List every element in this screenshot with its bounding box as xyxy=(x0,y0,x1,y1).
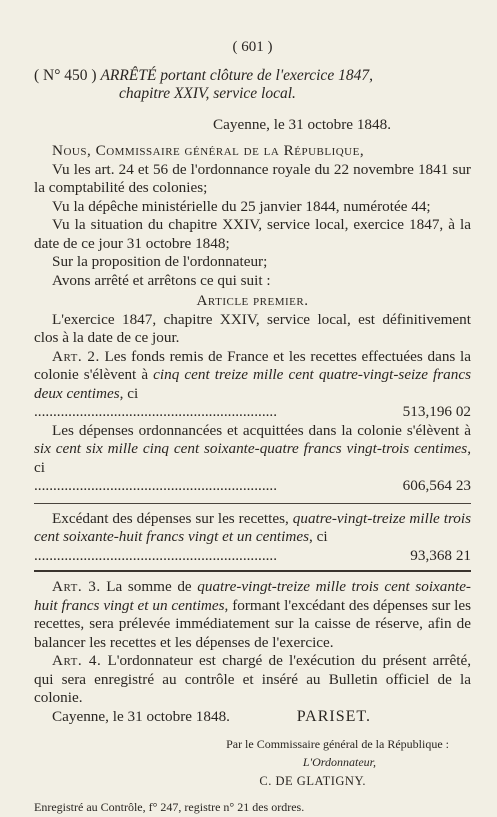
excedent-dot-leader: ................................................................ xyxy=(34,546,277,564)
depenses-amount-row xyxy=(34,477,471,496)
article2-recettes-text: Les fonds remis de France et les recettes effectuées dans la colonie s'élèvent à xyxy=(34,347,471,383)
preamble-avons-arrete: Avons arrêté et arrêtons ce qui suit : xyxy=(52,271,271,289)
article2-depenses-ci: , ci xyxy=(34,440,471,476)
article4-text xyxy=(34,652,471,708)
preamble-nous: Nous, Commissaire général de la République, xyxy=(52,142,365,159)
article4-label: Art. 4. xyxy=(52,652,102,669)
signature-pariset: PARISET. xyxy=(296,708,371,725)
decree-heading xyxy=(34,67,471,86)
article2-depenses xyxy=(34,422,471,478)
article2-recettes-words: cinq cent treize mille cent quatre-vingt-seize francs deux centimes xyxy=(34,366,471,402)
article1-text: L'exercice 1847, chapitre XXIV, service local, est définitivement clos à la date de ce jour. xyxy=(34,310,471,346)
section-divider-line xyxy=(34,570,471,572)
article4-body: L'ordonnateur est chargé de l'exécution du présent arrêté, qui sera enregistré au contrôle et inséré au Bulletin officiel de la colonie. xyxy=(34,652,471,706)
article3-amount-words: quatre-vingt-treize mille trois cent soixante-huit francs vingt et un centimes xyxy=(34,578,471,614)
article2-recettes xyxy=(34,348,471,404)
recettes-dot-leader: ................................................................ xyxy=(34,403,277,420)
preamble-vu-situation: Vu la situation du chapitre XXIV, service local, exercice 1847, à la date de ce jour 31 octobre 1848; xyxy=(34,216,471,252)
article3-text xyxy=(34,578,471,652)
article2-excedent xyxy=(34,510,471,547)
depenses-dot-leader: ................................................................ xyxy=(34,477,277,494)
excedent-amount-row xyxy=(34,547,471,566)
recettes-amount: 513,196 02 xyxy=(402,403,471,420)
article2-depenses-words: six cent six mille cinq cent soixante-quatre francs vingt-trois centimes xyxy=(34,440,468,457)
article2-depenses-text: Les dépenses ordonnancées et acquittées dans la colonie s'élèvent à xyxy=(52,421,471,439)
depenses-amount: 606,564 23 xyxy=(402,477,471,494)
closing-date: Cayenne, le 31 octobre 1848. xyxy=(52,707,230,725)
article3-label: Art. 3. xyxy=(52,578,101,595)
article3-text-b: , formant l'excédant des dépenses sur les recettes, sera prélevée immédiatement sur la caisse de réserve, afin de balancer les recettes et les dépenses de l'exercice. xyxy=(34,596,471,651)
preamble-sur-proposition: Sur la proposition de l'ordonnateur; xyxy=(52,253,268,270)
page-number: ( 601 ) xyxy=(232,39,273,55)
signatory-name: C. DE GLATIGNY. xyxy=(259,773,366,788)
sum-separator-line xyxy=(34,503,471,504)
ordonnateur-role: L'Ordonnateur, xyxy=(302,755,376,769)
preamble-vu-depeche: Vu la dépêche ministérielle du 25 janvier 1844, numérotée 44; xyxy=(52,197,431,215)
article3-text-a: La somme de xyxy=(100,578,198,595)
registration-footer: Enregistré au Contrôle, f° 247, registre n° 21 des ordres. xyxy=(34,800,305,814)
decree-title-part1: ARRÊTÉ portant clôture de l'exercice 1847, xyxy=(100,66,373,84)
authority-line: Par le Commissaire général de la République : xyxy=(226,736,449,751)
article2-recettes-ci: , ci xyxy=(119,384,139,402)
place-date: Cayenne, le 31 octobre 1848. xyxy=(213,115,391,133)
excedent-ci: , ci xyxy=(309,528,328,545)
excedent-text: Excédant des dépenses sur les recettes, xyxy=(52,509,293,527)
recettes-amount-row xyxy=(34,403,471,422)
preamble-vu-ordonnance: Vu les art. 24 et 56 de l'ordonnance royale du 22 novembre 1841 sur la comptabilité des colonies; xyxy=(34,160,471,196)
article2-label: Art. 2. xyxy=(52,347,100,365)
decree-number: ( N° 450 ) xyxy=(34,66,97,84)
excedent-words: quatre-vingt-treize mille trois cent soixante-huit francs vingt et un centimes xyxy=(34,509,472,545)
excedent-amount: 93,368 21 xyxy=(410,546,471,564)
decree-title-part2: chapitre XXIV, service local. xyxy=(119,85,296,102)
article1-heading: Article premier. xyxy=(196,292,309,309)
